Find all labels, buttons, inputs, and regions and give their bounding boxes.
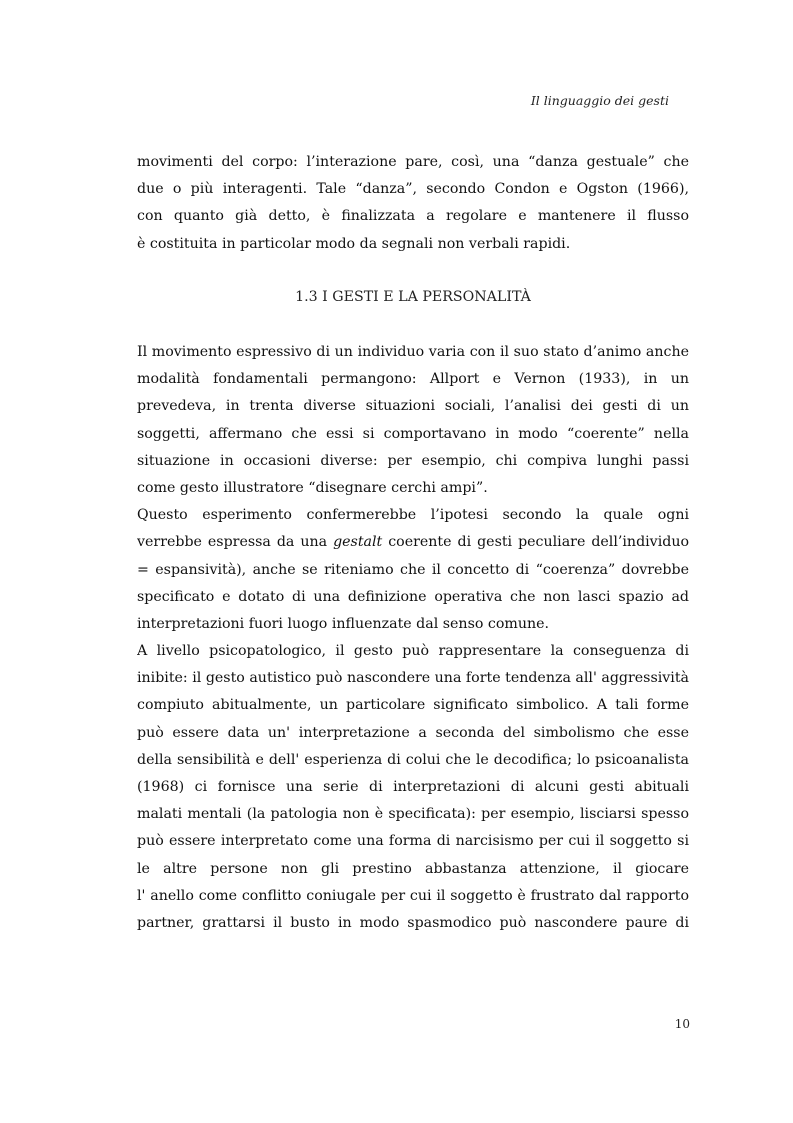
text-line: può essere data un' interpretazione a seconda del simbolismo che esse	[137, 724, 689, 741]
text-line: specificato e dotato di una definizione operativa che non lasci spazio ad	[137, 588, 689, 605]
text-line: soggetti, affermano che essi si comportavano in modo “coerente” nella	[137, 425, 689, 442]
text-line: partner, grattarsi il busto in modo spasmodico può nascondere paure di	[137, 914, 689, 931]
text-segment: coerente di gesti peculiare dell’individuo	[388, 534, 689, 551]
text-line: della sensibilità e dell' esperienza di colui che le decodifica; lo psicoanalista	[137, 751, 689, 768]
text-line: interpretazioni fuori luogo influenzate dal senso comune.	[137, 615, 550, 632]
text-line: A livello psicopatologico, il gesto può rappresentare la conseguenza di	[137, 643, 689, 660]
text-line: compiuto abitualmente, un particolare significato simbolico. A tali forme	[137, 697, 689, 714]
text-line: movimenti del corpo: l’interazione pare, così, una “danza gestuale” che	[137, 154, 689, 170]
running-header: Il linguaggio dei gesti	[530, 93, 669, 108]
page-number: 10	[674, 1017, 690, 1031]
text-line: come gesto illustratore “disegnare cerchi ampi”.	[137, 479, 488, 496]
text-line: modalità fondamentali permangono: Allport e Vernon (1933), in un	[137, 371, 689, 388]
text-line: Questo esperimento confermerebbe l’ipotesi secondo la quale ogni	[137, 507, 689, 524]
section-body	[137, 339, 689, 937]
paragraph-continuation	[137, 149, 689, 258]
text-line-with-italic	[137, 529, 689, 556]
text-line: con quanto già detto, è finalizzata a regolare e mantenere il flusso	[137, 208, 689, 225]
text-line: Il movimento espressivo di un individuo varia con il suo stato d’animo anche	[137, 344, 689, 360]
text-line: può essere interpretato come una forma di narcisismo per cui il soggetto si	[137, 833, 689, 850]
text-line: le altre persone non gli prestino abbastanza attenzione, il giocare	[137, 860, 689, 877]
text-line: prevedeva, in trenta diverse situazioni sociali, l’analisi dei gesti di un	[137, 398, 689, 415]
text-line: l' anello come conflitto coniugale per cui il soggetto è frustrato dal rapporto	[137, 887, 689, 904]
text-segment: verrebbe espressa da una	[137, 534, 334, 551]
text-line: inibite: il gesto autistico può nascondere una forte tendenza all' aggressività	[137, 670, 689, 687]
text-line: due o più interagenti. Tale “danza”, secondo Condon e Ogston (1966),	[137, 181, 689, 198]
text-line: (1968) ci fornisce una serie di interpretazioni di alcuni gesti abituali	[137, 779, 689, 795]
text-line: = espansività), anche se riteniamo che il concetto di “coerenza” dovrebbe	[137, 561, 689, 578]
text-line: situazione in occasioni diverse: per esempio, chi compiva lunghi passi	[137, 452, 689, 469]
text-line: è costituita in particolar modo da segnali non verbali rapidi.	[137, 235, 571, 252]
italic-term: gestalt	[333, 534, 383, 551]
text-line: malati mentali (la patologia non è specificata): per esempio, lisciarsi spesso	[137, 806, 689, 823]
section-title: 1.3 I GESTI E LA PERSONALITÀ	[295, 289, 531, 305]
